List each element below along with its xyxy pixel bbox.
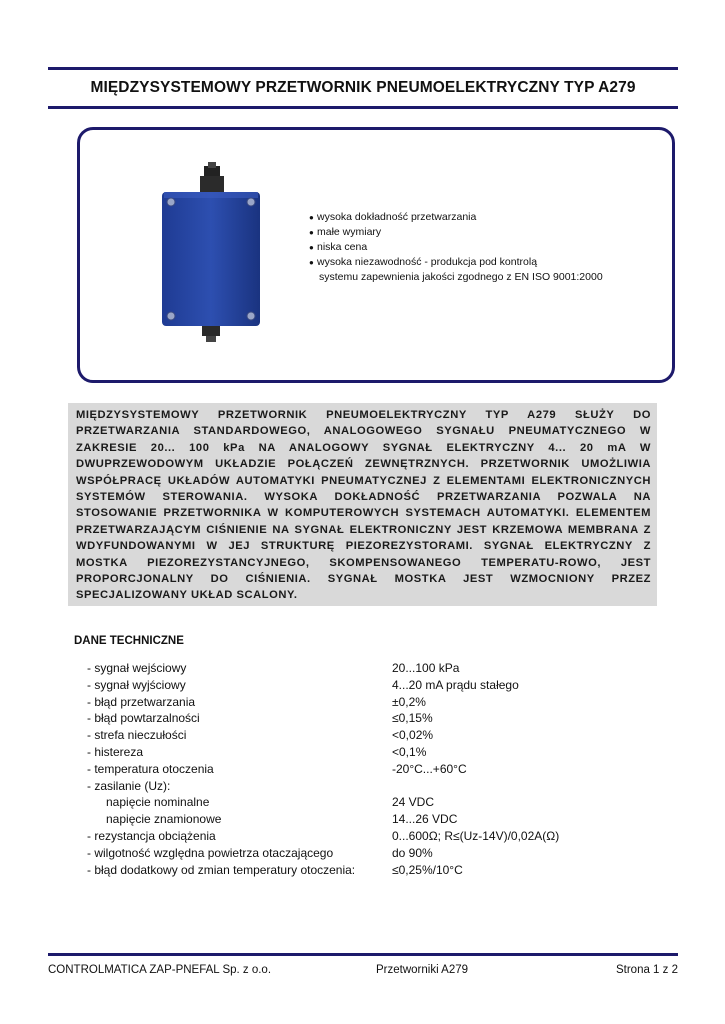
spec-value: 14...26 VDC [392, 812, 458, 827]
bullet-icon: ● [309, 213, 314, 222]
feature-list [309, 210, 603, 285]
spec-value: 24 VDC [392, 795, 435, 810]
page-title: MIĘDZYSYSTEMOWY PRZETWORNIK PNEUMOELEKTRYCZNY TYP A279 [90, 79, 636, 96]
spec-label: napięcie nominalne [106, 795, 210, 810]
spec-label: - temperatura otoczenia [87, 761, 214, 776]
spec-label: - sygnał wejściowy [87, 661, 187, 675]
spec-value: ≤0,15% [392, 711, 433, 726]
spec-label: - błąd dodatkowy od zmian temperatury otoczenia: [87, 862, 356, 877]
spec-label: - zasilanie (Uz): [87, 778, 171, 793]
footer-company: CONTROLMATICA ZAP-PNEFAL Sp. z o.o. [48, 964, 272, 976]
feature-item-continuation: systemu zapewnienia jakości zgodnego z EN ISO 9001:2000 [319, 271, 603, 283]
bullet-icon: ● [309, 243, 314, 252]
footer-product: Przetworniki A279 [376, 964, 469, 976]
product-photo-panel [77, 127, 675, 383]
bullet-icon: ● [309, 228, 314, 237]
description-panel [68, 403, 657, 606]
spec-value: 20...100 kPa [392, 661, 460, 675]
spec-label: - histereza [87, 744, 144, 759]
spec-label: - rezystancja obciążenia [87, 828, 216, 843]
spec-label: - strefa nieczułości [87, 728, 187, 743]
spec-label: - sygnał wyjściowy [87, 677, 186, 692]
transducer-device-image [156, 162, 266, 342]
description-text: MIĘDZYSYSTEMOWY PRZETWORNIK PNEUMOELEKTRYCZNY TYP A279 SŁUŻY DO PRZETWARZANIA STANDARDOWEGO, ANALOGOWEGO SYGNAŁU PNEUMATYCZNEGO W ZAKRESIE 20... 100 kPa NA ANALOGOWY SYGNAŁ ELEKTRYCZNY 4... 20 mA W DWUPRZEWODOWYM UKŁADZIE POŁĄCZEŃ ZEWNĘTRZNYCH. PRZETWORNIK UMOŻLIWIA WSPÓŁPRACĘ UKŁADÓW AUTOMATYKI PNEUMATYCZNEJ Z ELEMENTAMI ELEKTRONICZNYCH SYSTEMÓW STEROWANIA. WYSOKA DOKŁADNOŚĆ PRZETWARZANIA POZWALA NA STOSOWANIE PRZETWORNIKA W KOMPUTEROWYCH SYSTEMACH AUTOMATYKI. ELEMENTEM PRZETWARZAJĄCYM CIŚNIENIE NA SYGNAŁ ELEKTRONICZNY JEST KRZEMOWA MEMBRANA Z WDYFUNDOWANYMI W JEJ STRUKTURĘ PIEZOREZYSTORAMI. SYGNAŁ ELEKTRYCZNY Z MOSTKA PIEZOREZYSTANCYJNEGO, SKOMPENSOWANEGO TEMPERATU-ROWO, JEST PROPORCJONALNY DO CIŚNIENIA. SYGNAŁ MOSTKA JEST WZMOCNIONY PRZEZ SPECJALIZOWANY UKŁAD SCALONY. [76, 409, 651, 602]
spec-value: 4...20 mA prądu stałego [392, 677, 519, 692]
spec-value: -20°C...+60°C [392, 761, 467, 776]
spec-value: ±0,2% [392, 694, 426, 709]
spec-value: <0,02% [392, 728, 434, 743]
spec-value: do 90% [392, 845, 433, 860]
spec-value: 0...600Ω; R≤(Uz-14V)/0,02A(Ω) [392, 828, 560, 843]
footer-page-number: Strona 1 z 2 [615, 964, 678, 976]
bullet-icon: ● [309, 258, 314, 267]
feature-item: ● wysoka niezawodność - produkcja pod kontrolą [309, 256, 538, 268]
specs-heading: DANE TECHNICZNE [74, 635, 184, 647]
title-underline [48, 106, 678, 109]
spec-value: ≤0,25%/10°C [392, 862, 463, 877]
feature-item: ● małe wymiary [309, 226, 382, 238]
footer-rule [48, 953, 678, 956]
feature-item: ● wysoka dokładność przetwarzania [309, 211, 477, 223]
top-rule [48, 67, 678, 70]
feature-item: ● niska cena [309, 241, 368, 253]
spec-label: napięcie znamionowe [106, 812, 222, 827]
spec-value: <0,1% [392, 744, 427, 759]
spec-label: - błąd powtarzalności [87, 711, 200, 726]
spec-label: - błąd przetwarzania [87, 694, 196, 709]
spec-label: - wilgotność względna powietrza otaczającego [87, 845, 334, 860]
